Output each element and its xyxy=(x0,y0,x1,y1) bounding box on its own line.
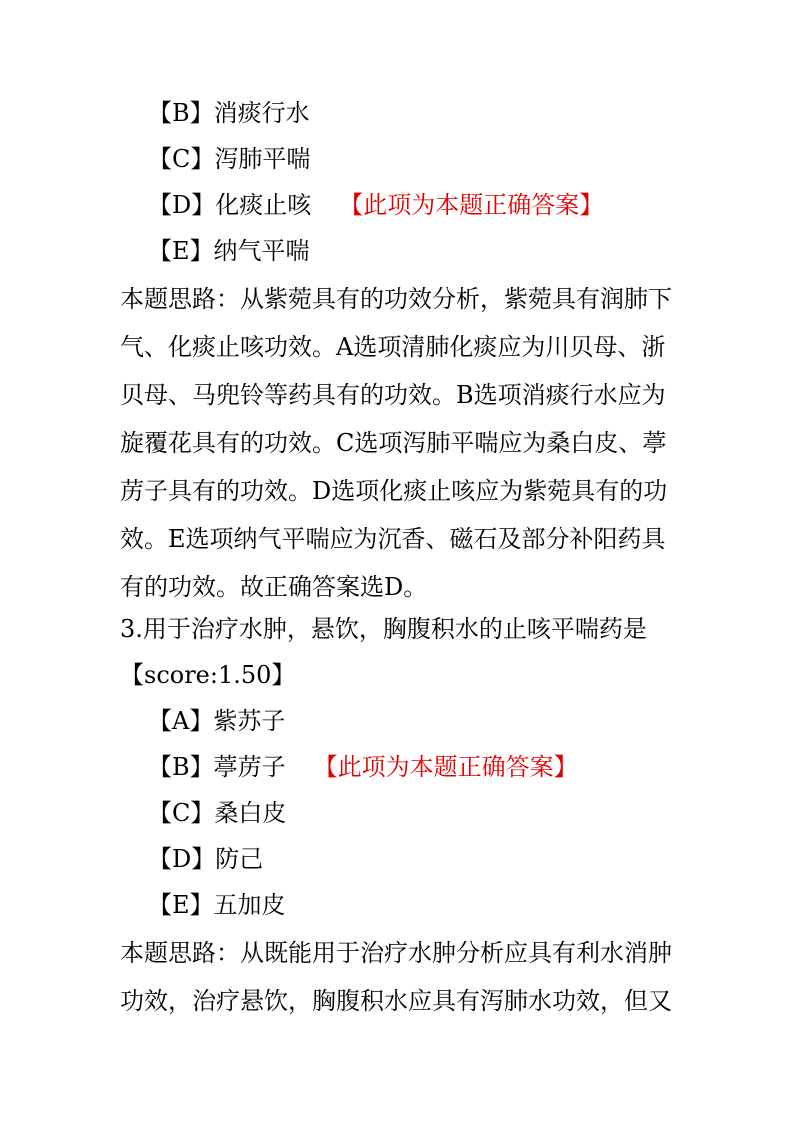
correct-answer-note: 【此项为本题正确答案】 xyxy=(339,191,604,219)
q3-option-e xyxy=(148,890,286,920)
option-letter: 【D】 xyxy=(148,845,216,873)
option-letter: 【E】 xyxy=(148,237,214,265)
q2-explanation-line: 贝母、马兜铃等药具有的功效。B选项消痰行水应为 xyxy=(120,381,666,409)
option-text: 消痰行水 xyxy=(213,99,310,127)
q3-option-a xyxy=(148,706,285,736)
option-text: 防己 xyxy=(215,845,264,873)
q2-option-c xyxy=(148,144,310,174)
q2-option-d xyxy=(148,190,603,220)
option-text: 泻肺平喘 xyxy=(214,145,311,173)
option-letter: 【B】 xyxy=(148,99,214,127)
correct-answer-note: 【此项为本题正确答案】 xyxy=(313,753,578,781)
option-text: 五加皮 xyxy=(213,891,286,919)
q3-explanation-line: 功效，治疗悬饮，胸腹积水应具有泻肺水功效，但又 xyxy=(120,987,672,1015)
option-letter: 【C】 xyxy=(148,145,215,173)
q2-explanation-line: 气、化痰止咳功效。A选项清肺化痰应为川贝母、浙 xyxy=(120,333,666,361)
q3-option-c xyxy=(148,798,286,828)
option-text: 紫苏子 xyxy=(213,707,286,735)
option-letter: 【A】 xyxy=(148,707,214,735)
q2-explanation-line: 苈子具有的功效。D选项化痰止咳应为紫菀具有的功 xyxy=(120,477,668,505)
q2-option-b xyxy=(148,98,310,128)
option-text: 桑白皮 xyxy=(214,799,287,827)
q2-option-e xyxy=(148,236,310,266)
option-text: 纳气平喘 xyxy=(213,237,310,265)
option-letter: 【D】 xyxy=(148,191,216,219)
option-text: 化痰止咳 xyxy=(215,191,312,219)
q2-explanation-line: 效。E选项纳气平喘应为沉香、磁石及部分补阳药具 xyxy=(120,525,666,553)
option-letter: 【B】 xyxy=(148,753,214,781)
option-letter: 【C】 xyxy=(148,799,215,827)
q3-option-d xyxy=(148,844,263,874)
option-text: 葶苈子 xyxy=(213,753,286,781)
q3-option-b xyxy=(148,752,578,782)
q3-question: 3.用于治疗水肿，悬饮，胸腹积水的止咳平喘药是 xyxy=(120,615,647,643)
q3-score: 【score:1.50】 xyxy=(120,661,296,689)
option-letter: 【E】 xyxy=(148,891,214,919)
q2-explanation-line: 有的功效。故正确答案选D。 xyxy=(120,573,428,601)
q2-explanation-line: 本题思路：从紫菀具有的功效分析，紫菀具有润肺下 xyxy=(120,285,672,313)
q3-explanation-line: 本题思路：从既能用于治疗水肿分析应具有利水消肿 xyxy=(120,939,672,967)
q2-explanation-line: 旋覆花具有的功效。C选项泻肺平喘应为桑白皮、葶 xyxy=(120,429,667,457)
